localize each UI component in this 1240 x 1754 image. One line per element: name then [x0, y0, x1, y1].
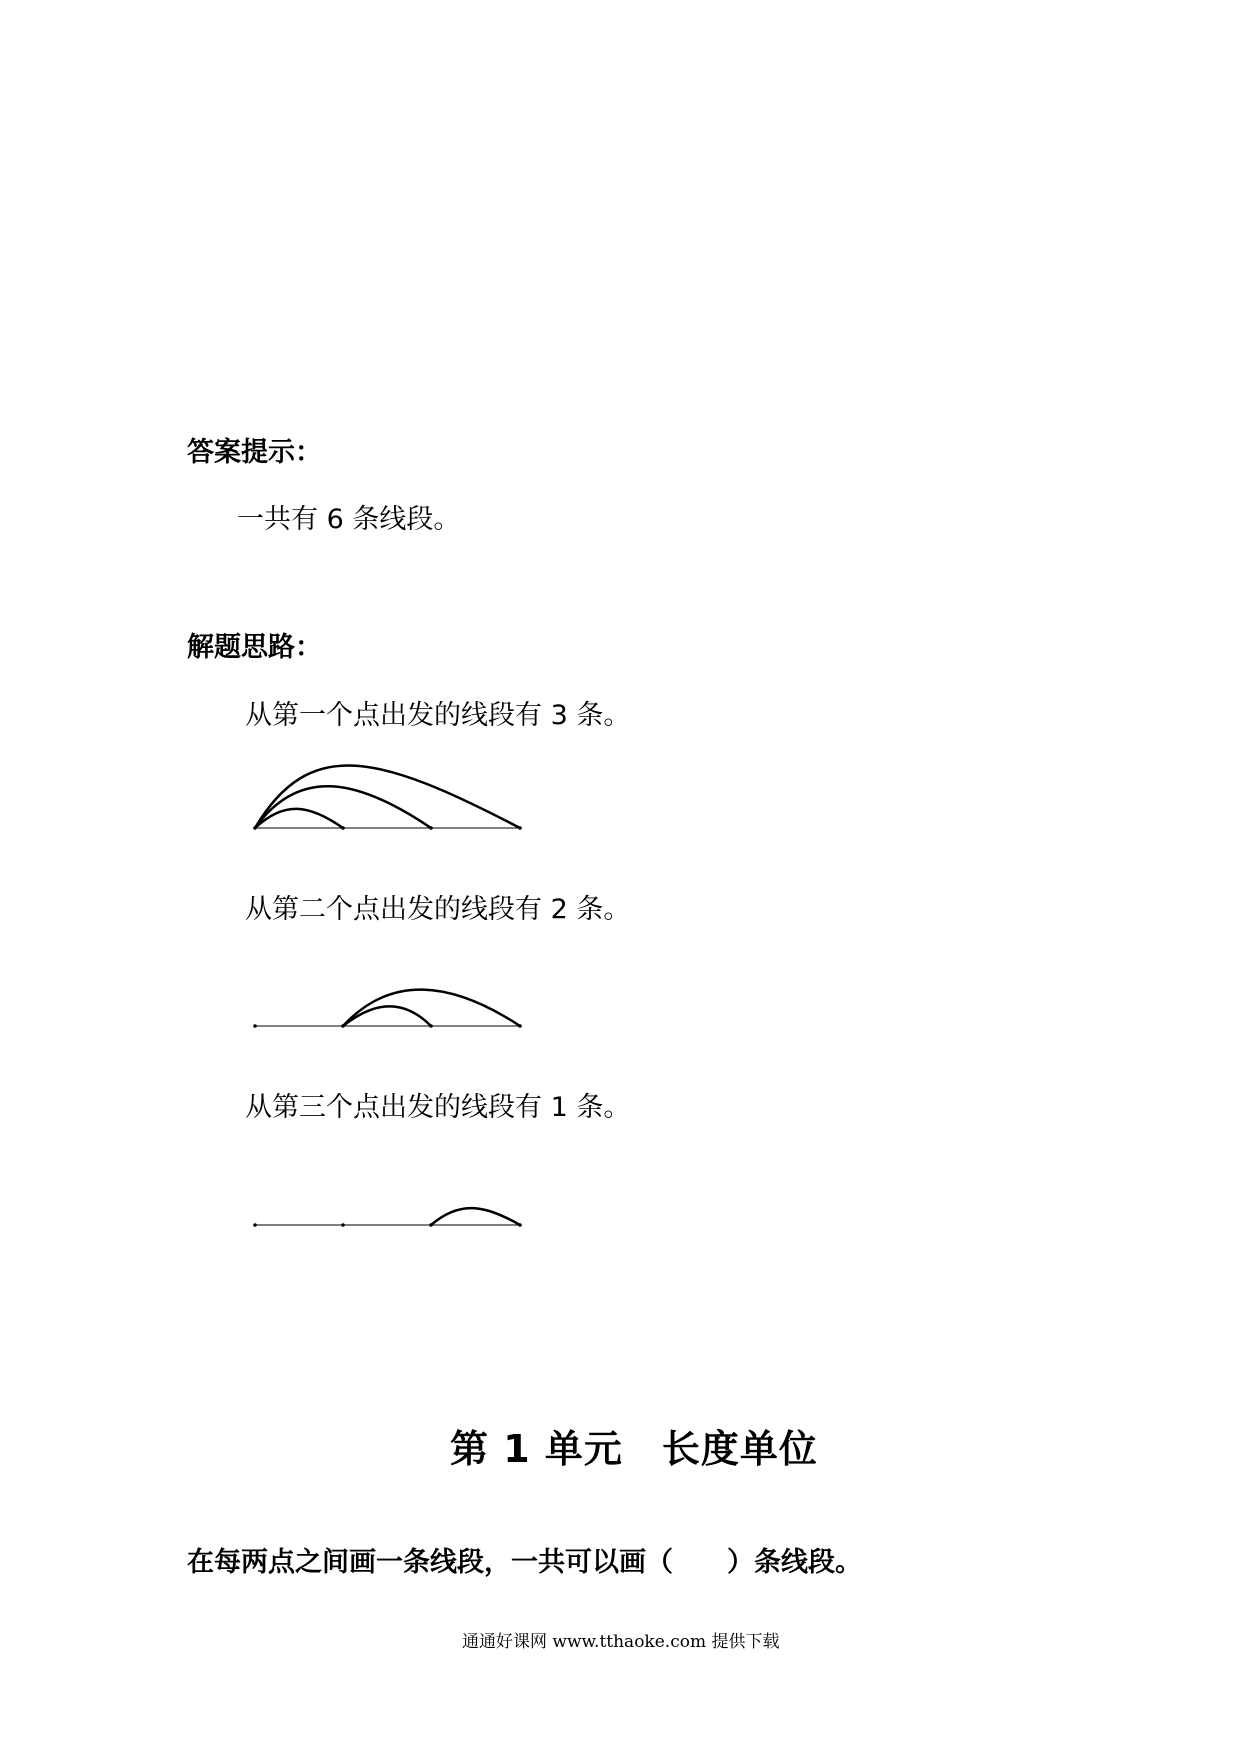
point-2	[341, 826, 345, 830]
point-1	[253, 826, 257, 830]
arc-p2-p3	[343, 1006, 431, 1026]
page-footer: 通通好课网 www.tthaoke.com 提供下载	[462, 1632, 780, 1652]
arc-p3-p4	[431, 1208, 520, 1225]
point-2	[341, 1223, 345, 1227]
point-4	[518, 1024, 522, 1028]
solution-heading: 解题思路：	[187, 632, 322, 663]
question-text: 在每两点之间画一条线段，一共可以画（ ）条线段。	[187, 1547, 862, 1578]
point-4	[518, 826, 522, 830]
arc-p2-p4	[343, 990, 520, 1026]
solution-step-3-text: 从第三个点出发的线段有 1 条。	[245, 1092, 631, 1123]
point-3	[429, 826, 433, 830]
answer-heading: 答案提示：	[187, 437, 322, 468]
segment-diagram-step-3	[250, 1190, 530, 1230]
point-1	[253, 1223, 257, 1227]
segment-diagram-step-1	[250, 745, 530, 835]
chapter-title: 第 1 单元 长度单位	[450, 1427, 818, 1471]
solution-step-2-text: 从第二个点出发的线段有 2 条。	[245, 894, 631, 925]
segment-diagram-step-2	[250, 970, 530, 1030]
solution-step-1-text: 从第一个点出发的线段有 3 条。	[245, 700, 631, 731]
point-1	[253, 1024, 257, 1028]
answer-text: 一共有 6 条线段。	[237, 504, 461, 535]
point-2	[341, 1024, 345, 1028]
arc-p1-p4	[255, 766, 520, 828]
point-3	[429, 1024, 433, 1028]
point-4	[518, 1223, 522, 1227]
point-3	[429, 1223, 433, 1227]
